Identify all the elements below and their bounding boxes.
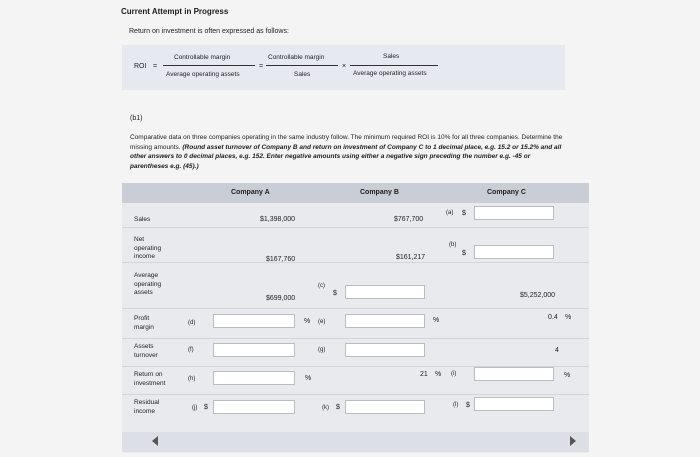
letter-l: (l): [453, 402, 459, 408]
header-company-b: Company B: [360, 189, 399, 196]
letter-f: (f): [188, 347, 194, 353]
row-label-net-operating-income: Net operating income: [134, 236, 162, 260]
dollar-sign: $: [462, 210, 466, 217]
company-c-turnover: 4: [555, 347, 559, 354]
percent-sign: %: [435, 371, 442, 378]
header-company-a: Company A: [231, 189, 270, 196]
letter-g: (g): [318, 347, 326, 353]
company-a-sales: $1,398,000: [260, 216, 296, 223]
row-label-assets-turnover: Assets turnover: [134, 343, 158, 359]
company-b-roi: 21: [420, 371, 428, 378]
company-c-assets: $5,252,000: [520, 292, 556, 299]
input-c-company-b-assets[interactable]: [345, 285, 425, 299]
formula-times: ×: [342, 63, 347, 70]
company-c-profit-margin: 0.4: [548, 314, 558, 321]
company-a-assets: $699,000: [266, 295, 296, 302]
company-b-noi: $161,217: [396, 254, 426, 261]
intro-text: Return on investment is often expressed as follows:: [129, 28, 289, 35]
part-label: (b1): [130, 115, 143, 122]
input-i-company-c-roi[interactable]: [474, 367, 554, 381]
letter-i: (i): [451, 371, 457, 377]
formula-roi: ROI: [134, 63, 147, 70]
input-f-company-a-turnover[interactable]: [213, 343, 295, 357]
input-h-company-a-roi[interactable]: [213, 371, 295, 385]
formula-term2-numerator: Controllable margin: [268, 54, 325, 61]
letter-k: (k): [322, 405, 329, 411]
percent-sign: %: [305, 375, 312, 382]
input-l-company-c-residual[interactable]: [474, 397, 554, 411]
formula-term1-numerator: Controllable margin: [174, 54, 231, 61]
formula-term1-denominator: Average operating assets: [166, 71, 240, 78]
dollar-sign: $: [204, 404, 208, 411]
letter-b: (b): [449, 242, 457, 248]
input-b-company-c-noi[interactable]: [474, 245, 554, 259]
company-a-noi: $167,760: [266, 256, 296, 263]
formula-equals-2: =: [259, 63, 264, 70]
row-label-average-operating-assets: Average operating assets: [134, 272, 162, 296]
formula-equals: =: [153, 63, 158, 70]
horizontal-scrollbar[interactable]: [122, 432, 589, 452]
row-label-residual-income: Residual income: [134, 399, 160, 415]
percent-sign: %: [565, 314, 572, 321]
letter-c: (c): [318, 283, 325, 289]
input-e-company-b-profit-margin[interactable]: [345, 314, 425, 328]
percent-sign: %: [433, 317, 440, 324]
page-title: Current Attempt in Progress: [121, 7, 229, 16]
scroll-left-icon[interactable]: [152, 436, 158, 446]
letter-j: (j): [192, 405, 198, 411]
row-label-profit-margin: Profit margin: [134, 315, 154, 331]
percent-sign: %: [564, 372, 571, 379]
input-d-company-a-profit-margin[interactable]: [213, 314, 295, 328]
header-company-c: Company C: [487, 189, 526, 196]
dollar-sign: $: [462, 250, 466, 257]
formula-term2-denominator: Sales: [294, 71, 311, 78]
dollar-sign: $: [466, 402, 470, 409]
scroll-right-icon[interactable]: [570, 436, 576, 446]
company-b-sales: $767,700: [394, 216, 424, 223]
letter-d: (d): [188, 320, 196, 326]
input-k-company-b-residual[interactable]: [345, 400, 425, 414]
letter-a: (a): [446, 210, 454, 216]
input-j-company-a-residual[interactable]: [213, 400, 295, 414]
percent-sign: %: [304, 318, 311, 325]
dollar-sign: $: [333, 290, 337, 297]
question-description: [130, 133, 570, 171]
description-text: Comparative data on three companies operating in the same industry follow. The minimum required ROI is 10% for all three companies. Determine the missing amounts.: [130, 134, 563, 151]
description-instruction: (Round asset turnover of Company B and return on investment of Company C to 1 decimal place, e.g. 15.2 or 15.2% and all other answers to 0 decimal places, e.g. 152. Enter negative amounts using either a negative sign preceding the number e.g. -45 or parentheses e.g. (45).): [130, 143, 562, 170]
letter-h: (h): [188, 376, 196, 382]
dollar-sign: $: [336, 404, 340, 411]
input-a-company-c-sales[interactable]: [474, 206, 554, 220]
formula-term3-denominator: Average operating assets: [353, 70, 427, 77]
formula-term3-numerator: Sales: [383, 53, 400, 60]
input-g-company-b-turnover[interactable]: [345, 343, 425, 357]
row-label-return-on-investment: Return on investment: [134, 371, 166, 387]
letter-e: (e): [318, 319, 326, 325]
row-label-sales: Sales: [134, 216, 151, 223]
